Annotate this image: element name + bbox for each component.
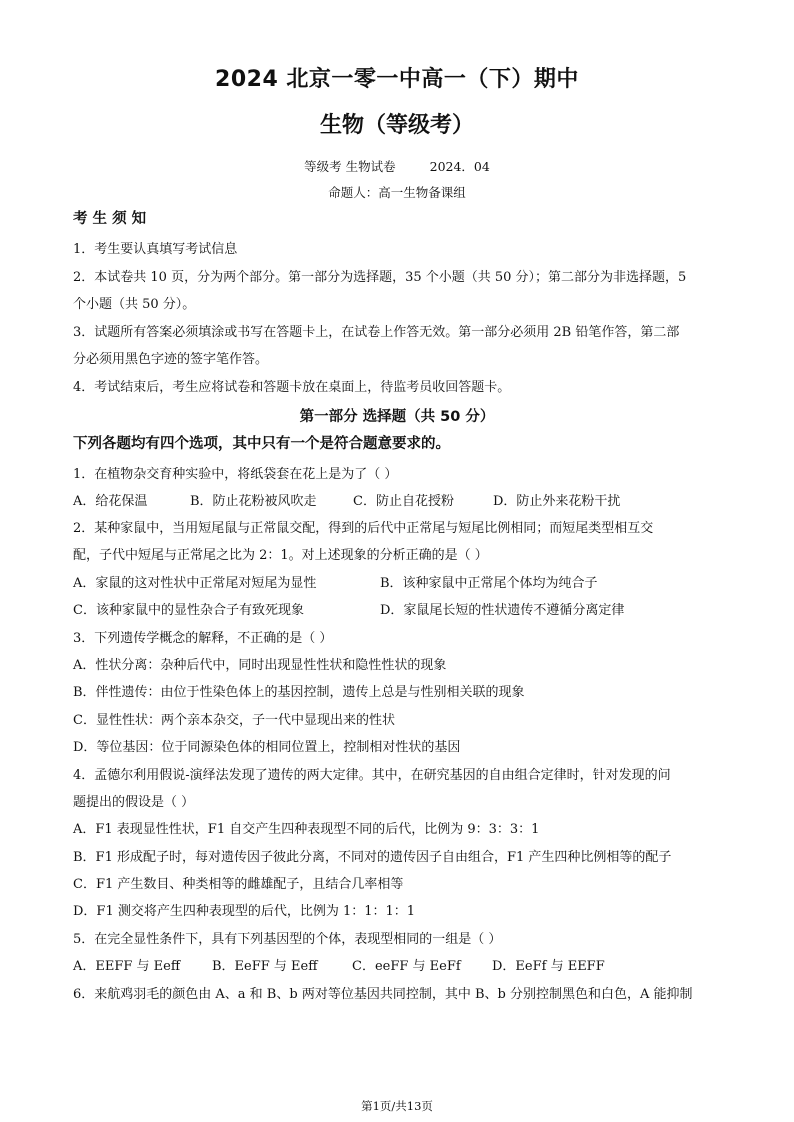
notice-item-3-line-2: 分必须用黑色字迹的签字笔作答。 (73, 352, 269, 367)
question-5-option-b: B．EeFF 与 Eeff (212, 959, 318, 974)
question-5-option-d: D．EeFf 与 EEFF (492, 959, 605, 974)
question-5-option-c: C．eeFF 与 EeFf (352, 959, 461, 974)
question-3-option-d: D．等位基因：位于同源染色体的相同位置上，控制相对性状的基因 (73, 740, 461, 755)
exam-title: 2024 北京一零一中高一（下）期中 (215, 67, 579, 92)
question-5-stem: 5．在完全显性条件下，具有下列基因型的个体，表现型相同的一组是（ ） (73, 932, 502, 947)
question-2-stem-line-1: 2．某种家鼠中，当用短尾鼠与正常鼠交配，得到的后代中正常尾与短尾比例相同；而短尾类型相互交 (73, 521, 654, 536)
question-4-stem-line-2: 题提出的假设是（ ） (73, 795, 195, 810)
question-4-stem-line-1: 4．孟德尔利用假说-演绎法发现了遗传的两大定律。其中，在研究基因的自由组合定律时，针对发现的问 (73, 768, 671, 783)
notice-item-4: 4．考试结束后，考生应将试卷和答题卡放在桌面上，待监考员收回答题卡。 (73, 380, 511, 395)
question-3-stem: 3．下列遗传学概念的解释，不正确的是（ ） (73, 631, 333, 646)
notice-item-2-line-1: 2．本试卷共 10 页，分为两个部分。第一部分为选择题，35 个小题（共 50 分）；第二部分为非选择题，5 (73, 270, 687, 285)
question-1-option-d: D．防止外来花粉干扰 (493, 494, 621, 509)
question-2-option-b: B．该种家鼠中正常尾个体均为纯合子 (380, 576, 598, 591)
question-2-option-d: D．家鼠尾长短的性状遗传不遵循分离定律 (380, 603, 625, 618)
question-3-option-b: B．伴性遗传：由位于性染色体上的基因控制，遗传上总是与性别相关联的现象 (73, 685, 525, 700)
question-4-option-a: A．F1 表现显性性状，F1 自交产生四种表现型不同的后代，比例为 9：3：3：1 (73, 822, 540, 837)
question-1-stem: 1．在植物杂交育种实验中，将纸袋套在花上是为了（ ） (73, 467, 398, 482)
question-1-option-b: B．防止花粉被风吹走 (190, 494, 317, 509)
question-1-option-c: C．防止自花授粉 (353, 494, 454, 509)
exam-author: 命题人：高一生物备课组 (328, 185, 466, 200)
question-3-option-c: C．显性性状：两个亲本杂交，子一代中显现出来的性状 (73, 713, 395, 728)
question-2-option-a: A．家鼠的这对性状中正常尾对短尾为显性 (73, 576, 317, 591)
exam-date: 2024．04 (429, 159, 490, 174)
question-2-option-c: C．该种家鼠中的显性杂合子有致死现象 (73, 603, 304, 618)
question-4-option-b: B．F1 形成配子时，每对遗传因子彼此分离，不同对的遗传因子自由组合，F1 产生四种比例相等的配子 (73, 850, 672, 865)
page-number: 第1页/共13页 (361, 1099, 433, 1113)
part-one-instruction: 下列各题均有四个选项，其中只有一个是符合题意要求的。 (73, 436, 450, 452)
notice-item-2-line-2: 个小题（共 50 分）。 (73, 297, 196, 312)
notice-item-3-line-1: 3．试题所有答案必须填涂或书写在答题卡上，在试卷上作答无效。第一部分必须用 2B 铅笔作答，第二部 (73, 325, 680, 340)
question-1-option-a: A．给花保温 (73, 494, 148, 509)
exam-subtitle: 生物（等级考） (319, 113, 474, 138)
notice-item-1: 1．考生要认真填写考试信息 (73, 242, 238, 257)
question-5-option-a: A．EEFF 与 Eeff (73, 959, 181, 974)
question-6-stem-line-1: 6．来航鸡羽毛的颜色由 A、a 和 B、b 两对等位基因共同控制，其中 B、b 分别控制黑色和白色，A 能抑制 (73, 987, 693, 1002)
exam-info (0, 157, 794, 175)
question-4-option-d: D．F1 测交将产生四种表现型的后代，比例为 1：1：1：1 (73, 904, 416, 919)
question-4-option-c: C．F1 产生数目、种类相等的雌雄配子，且结合几率相等 (73, 877, 404, 892)
exam-type: 等级考 生物试卷 (304, 159, 396, 174)
question-3-option-a: A．性状分离：杂种后代中，同时出现显性性状和隐性性状的现象 (73, 658, 447, 673)
notice-heading: 考 生 须 知 (73, 211, 147, 227)
question-2-stem-line-2: 配，子代中短尾与正常尾之比为 2：1。对上述现象的分析正确的是（ ） (73, 548, 488, 563)
part-one-title: 第一部分 选择题（共 50 分） (299, 409, 495, 425)
